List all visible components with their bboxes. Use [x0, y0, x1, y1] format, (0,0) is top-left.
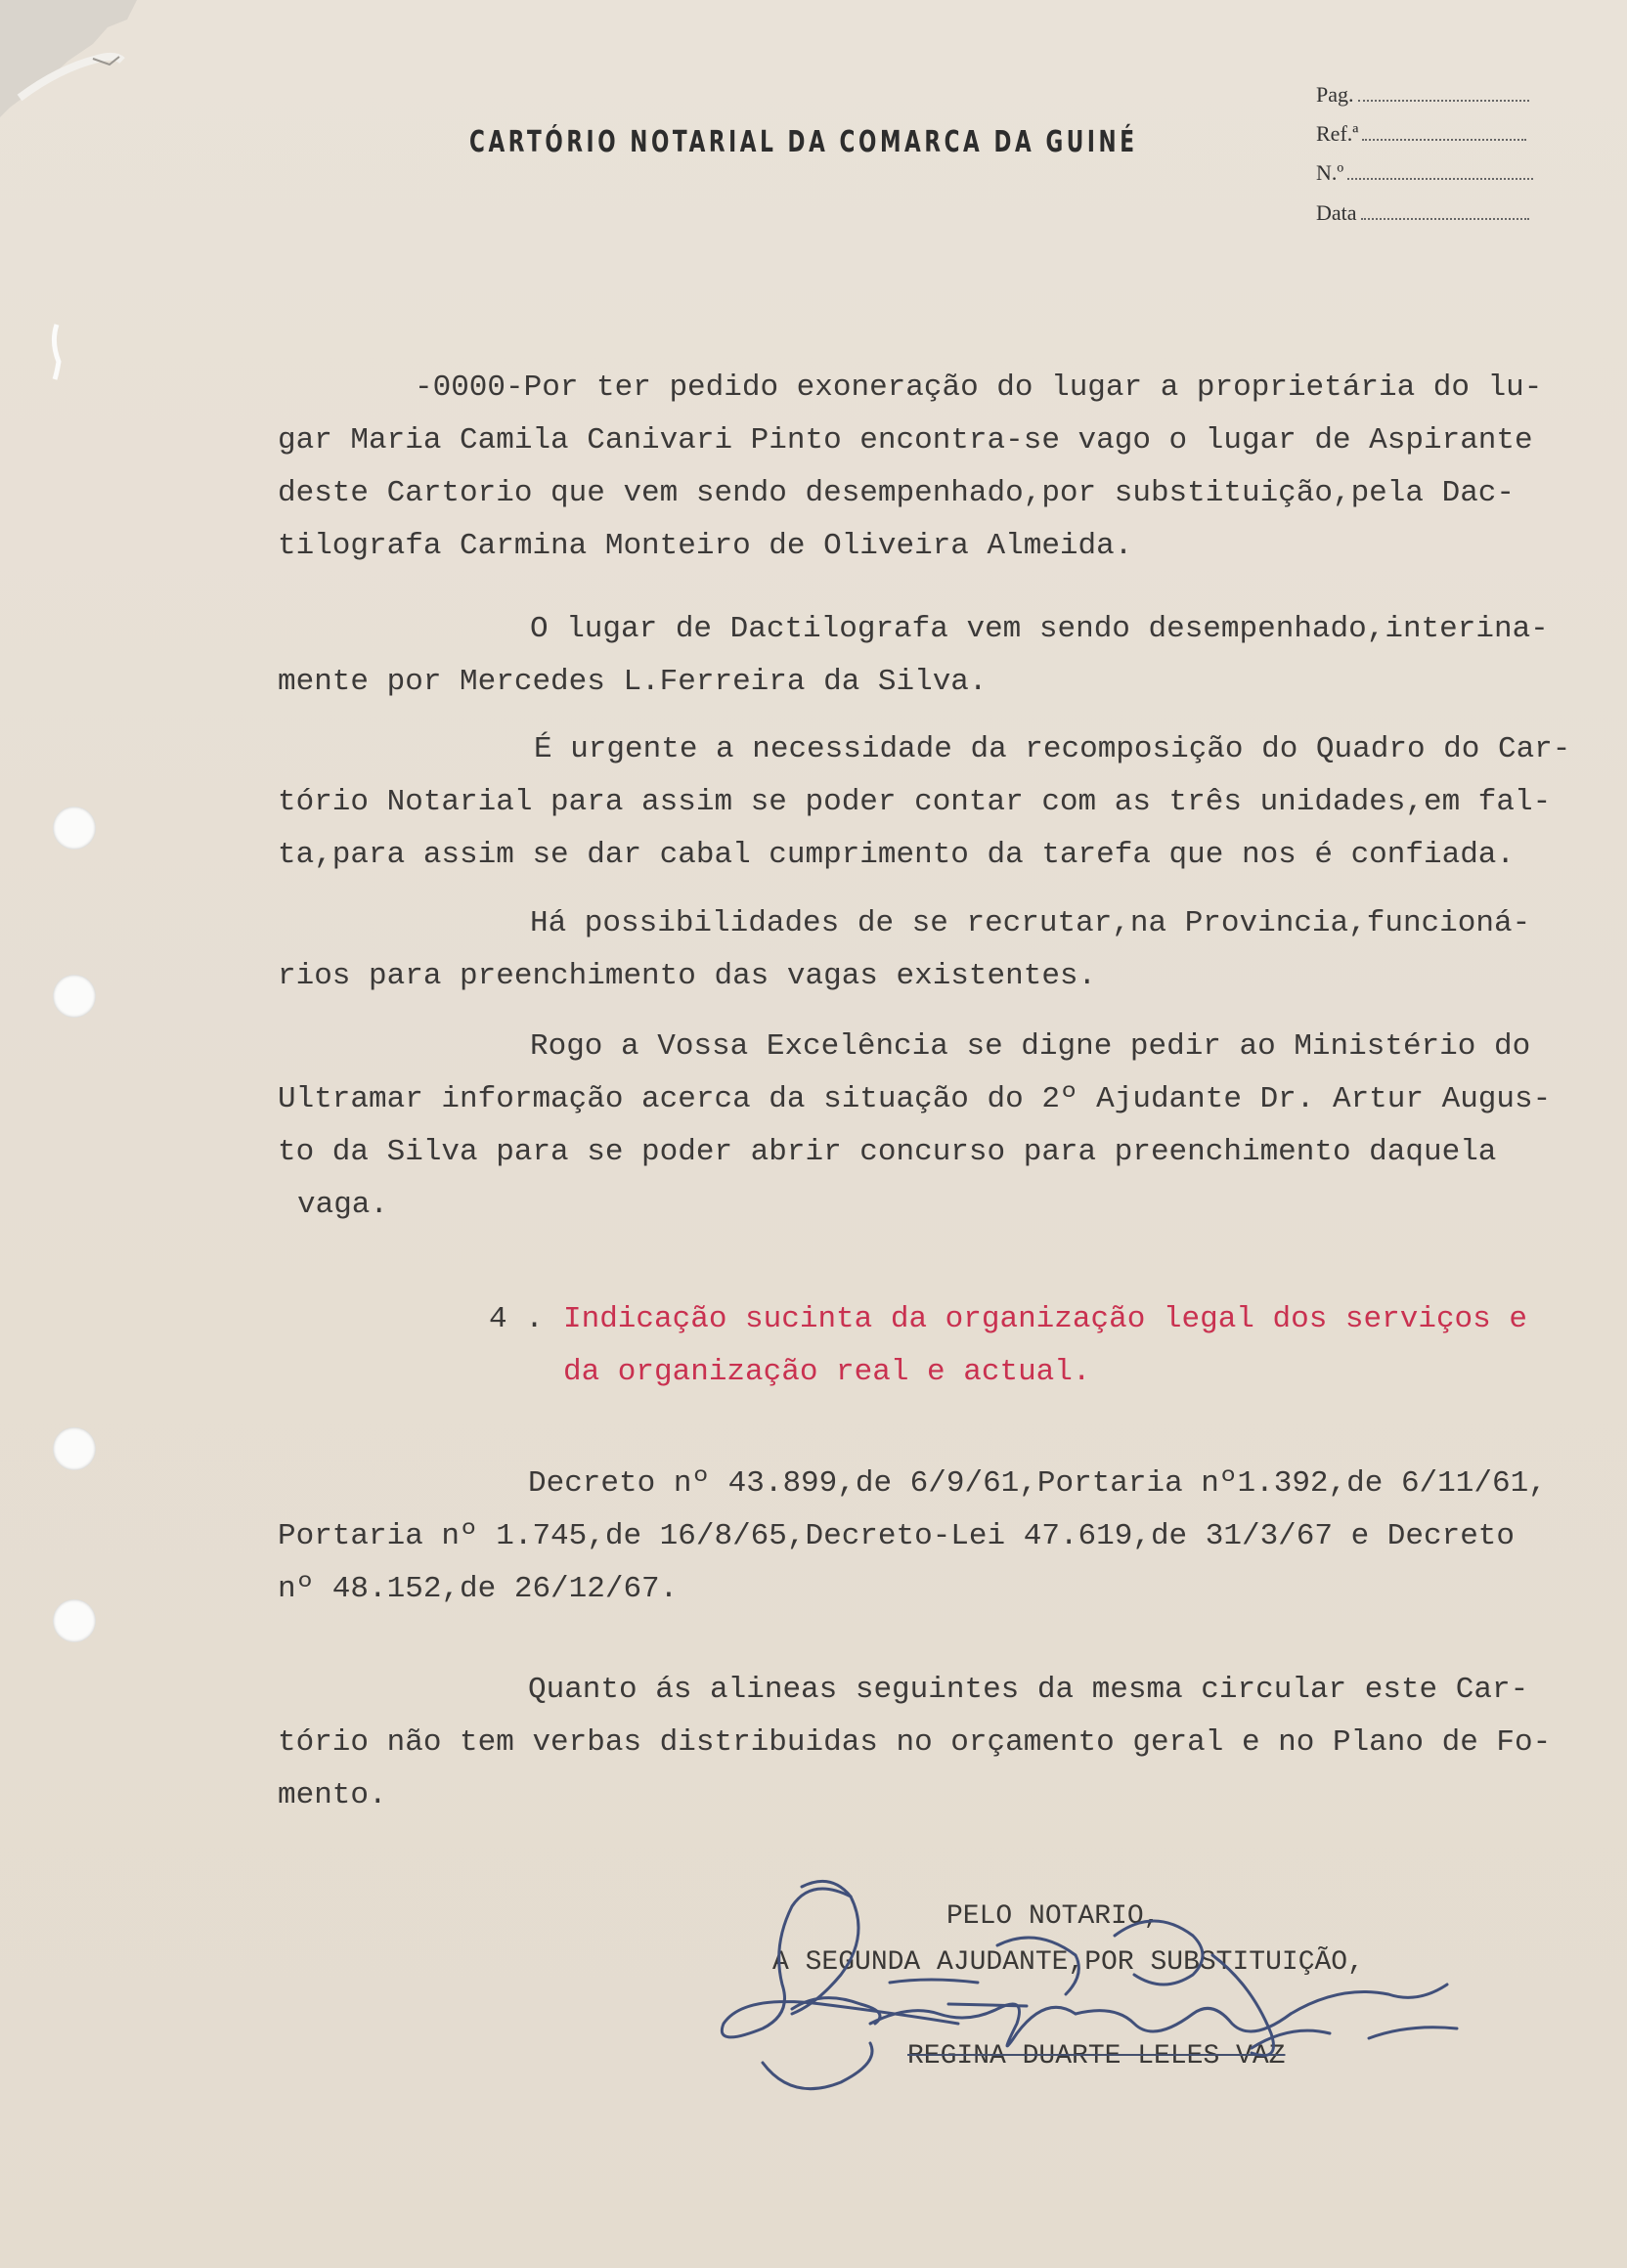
data-field [1316, 200, 1529, 226]
section-title-cont: da organização real e actual. [563, 1355, 1091, 1389]
text-line: Portaria nº 1.745,de 16/8/65,Decreto-Lei 47.619,de 31/3/67 e Decreto [278, 1519, 1516, 1553]
punch-hole [53, 807, 96, 850]
punch-hole [53, 1599, 96, 1642]
signature-line-notary: PELO NOTARIO, [946, 1901, 1161, 1932]
section-title: Indicação sucinta da organização legal dos serviços e [563, 1302, 1527, 1336]
text-line: gar Maria Camila Canivari Pinto encontra-se vago o lugar de Aspirante [278, 423, 1533, 458]
data-dots [1361, 204, 1529, 220]
punch-hole [53, 1427, 96, 1470]
text-line: -0000-Por ter pedido exoneração do lugar a proprietária do lu- [415, 371, 1543, 405]
text-line: nº 48.152,de 26/12/67. [278, 1572, 679, 1606]
text-line: to da Silva para se poder abrir concurso para preenchimento daquela [278, 1135, 1497, 1169]
text-line: deste Cartorio que vem sendo desempenhado,por substituição,pela Dac- [278, 476, 1516, 510]
text-line: mento. [278, 1778, 387, 1812]
num-field [1316, 160, 1533, 186]
paper-mark [47, 323, 66, 381]
num-dots [1347, 164, 1533, 180]
ref-label: Ref.ª [1316, 121, 1359, 146]
text-line: tório não tem verbas distribuidas no orçamento geral e no Plano de Fo- [278, 1725, 1552, 1760]
text-line: vaga. [297, 1188, 389, 1222]
paragraph-decrees [278, 1458, 1547, 1616]
paragraph-dactilografa [278, 603, 1549, 709]
signer-name: REGINA DUARTE LELES VAZ [907, 2041, 1286, 2072]
text-line: tilografa Carmina Monteiro de Oliveira Almeida. [278, 529, 1133, 563]
text-line: tório Notarial para assim se poder contar com as três unidades,em fal- [278, 785, 1552, 819]
text-line: Há possibilidades de se recrutar,na Provincia,funcioná- [530, 906, 1531, 940]
pag-label: Pag. [1316, 82, 1354, 107]
torn-corner [0, 0, 137, 117]
text-line: Quanto ás alineas seguintes da mesma circular este Car- [528, 1673, 1529, 1707]
paragraph-request [278, 1021, 1551, 1232]
signature-line-role: A SEGUNDA AJUDANTE,POR SUBSTITUIÇÃO, [772, 1947, 1364, 1978]
handwritten-signature [704, 1867, 1467, 2102]
paragraph-budget [278, 1664, 1551, 1822]
text-line: É urgente a necessidade da recomposição do Quadro do Car- [534, 732, 1571, 766]
text-line: Ultramar informação acerca da situação do 2º Ajudante Dr. Artur Augus- [278, 1082, 1552, 1116]
pag-field [1316, 82, 1529, 108]
text-line: mente por Mercedes L.Ferreira da Silva. [278, 665, 988, 699]
text-line: Rogo a Vossa Excelência se digne pedir ao Ministério do [530, 1029, 1531, 1064]
text-line: ta,para assim se dar cabal cumprimento da tarefa que nos é confiada. [278, 838, 1516, 872]
text-line: rios para preenchimento das vagas existentes. [278, 959, 1097, 993]
num-label: N.º [1316, 160, 1344, 185]
section-number: 4 . [489, 1302, 544, 1336]
text-line: O lugar de Dactilografa vem sendo desempenhado,interina- [530, 612, 1549, 646]
punch-hole [53, 975, 96, 1018]
data-label: Data [1316, 200, 1357, 225]
text-line: Decreto nº 43.899,de 6/9/61,Portaria nº1.392,de 6/11/61, [528, 1466, 1547, 1501]
paragraph-recruit [278, 897, 1530, 1003]
ref-dots [1362, 125, 1526, 141]
pag-dots [1358, 86, 1529, 102]
page-title: CARTÓRIO NOTARIAL DA COMARCA DA GUINÉ [469, 125, 1138, 159]
paragraph-vacancy [278, 362, 1542, 573]
section-4-heading [489, 1293, 1527, 1399]
paragraph-urgency [278, 723, 1570, 882]
ref-field [1316, 121, 1526, 147]
